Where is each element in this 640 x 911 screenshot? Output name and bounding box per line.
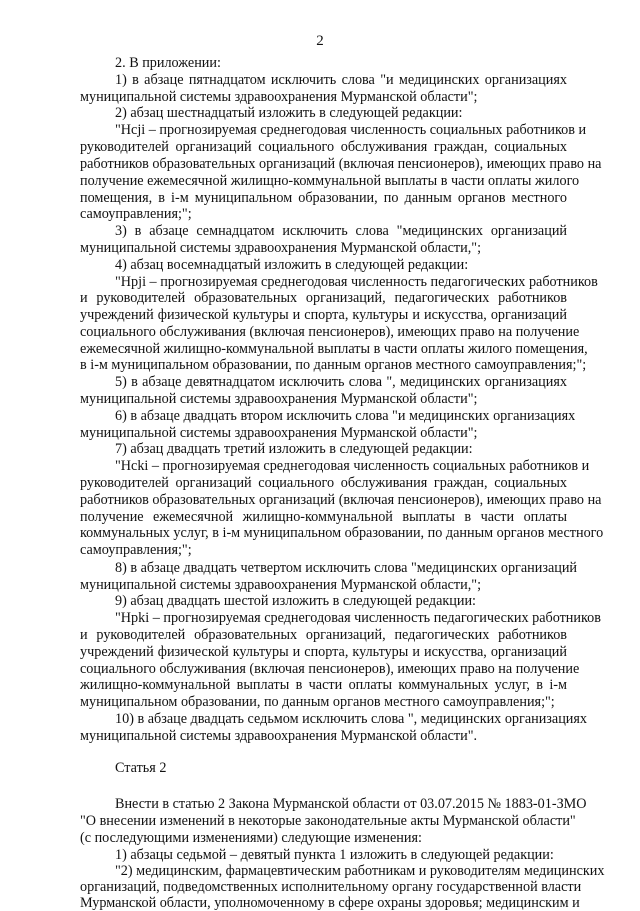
text-line: самоуправления;";: [80, 206, 192, 222]
text-line: Внести в статью 2 Закона Мурманской области от 03.07.2015 № 1883-01-ЗМО: [115, 796, 587, 812]
text-line: "Нcki – прогнозируемая среднегодовая численность социальных работников и: [115, 458, 590, 474]
text-line: (с последующими изменениями) следующие изменения:: [80, 830, 422, 846]
page-number: 2: [316, 33, 324, 49]
text-line: учреждений физической культуры и спорта, культуры и искусства, организаций: [80, 644, 567, 660]
text-line: руководителей организаций социального обслуживания граждан, социальных: [80, 139, 567, 155]
text-line: 5) в абзаце девятнадцатом исключить слова ", медицинских организациях: [115, 374, 567, 390]
text-line: самоуправления;";: [80, 542, 192, 558]
text-line: "Нсji – прогнозируемая среднегодовая численность социальных работников и: [115, 122, 587, 138]
text-line: Мурманской области, уполномоченному в сфере охраны здоровья; медицинским и: [80, 895, 580, 911]
text-line: 2) абзац шестнадцатый изложить в следующей редакции:: [115, 105, 463, 121]
text-line: 4) абзац восемнадцатый изложить в следующей редакции:: [115, 257, 469, 273]
text-line: руководителей организаций социального обслуживания граждан, социальных: [80, 475, 567, 491]
text-line: получение ежемесячной жилищно-коммунальной выплаты в части оплаты жилого: [80, 173, 580, 189]
text-line: коммунальных услуг, в i-м муниципальном образовании, по данным органов местного: [80, 525, 604, 541]
article-heading: Статья 2: [115, 760, 167, 776]
text-line: работников образовательных организаций (включая пенсионеров), имеющих право на: [80, 156, 602, 172]
text-line: социального обслуживания (включая пенсионеров), имеющих право на получение: [80, 324, 580, 340]
text-line: 1) абзацы седьмой – девятый пункта 1 изложить в следующей редакции:: [115, 847, 554, 863]
text-line: муниципальной системы здравоохранения Мурманской области,";: [80, 240, 482, 256]
text-line: помещения, в i-м муниципальном образовании, по данным органов местного: [80, 190, 567, 206]
text-line: муниципальной системы здравоохранения Мурманской области,";: [80, 577, 482, 593]
text-line: 1) в абзаце пятнадцатом исключить слова "и медицинских организациях: [115, 72, 567, 88]
text-line: работников образовательных организаций (включая пенсионеров), имеющих право на: [80, 492, 602, 508]
text-line: муниципальном образовании, по данным органов местного самоуправления;";: [80, 694, 555, 710]
text-line: муниципальной системы здравоохранения Мурманской области".: [80, 728, 478, 744]
text-line: 3) в абзаце семнадцатом исключить слова "медицинских организаций: [115, 223, 567, 239]
text-line: "Нрji – прогнозируемая среднегодовая численность педагогических работников: [115, 274, 598, 290]
text-line: жилищно-коммунальной выплаты в части оплаты коммунальных услуг, в i-м: [80, 677, 567, 693]
text-line: организаций, подведомственных исполнительному органу государственной власти: [80, 879, 582, 895]
text-line: 9) абзац двадцать шестой изложить в следующей редакции:: [115, 593, 476, 609]
text-line: в i-м муниципальном образовании, по данным органов местного самоуправления;";: [80, 357, 587, 373]
text-line: 6) в абзаце двадцать втором исключить слова "и медицинских организациях: [115, 408, 576, 424]
text-line: и руководителей образовательных организаций, педагогических работников: [80, 627, 567, 643]
text-line: "О внесении изменений в некоторые законодательные акты Мурманской области": [80, 813, 576, 829]
text-line: ежемесячной жилищно-коммунальной выплаты в части оплаты жилого помещения,: [80, 341, 588, 357]
text-line: "Нрki – прогнозируемая среднегодовая численность педагогических работников: [115, 610, 601, 626]
text-line: муниципальной системы здравоохранения Мурманской области";: [80, 89, 478, 105]
text-line: социального обслуживания (включая пенсионеров), имеющих право на получение: [80, 661, 580, 677]
text-line: 10) в абзаце двадцать седьмом исключить слова ", медицинских организациях: [115, 711, 588, 727]
text-line: 8) в абзаце двадцать четвертом исключить слова "медицинских организаций: [115, 560, 578, 576]
text-line: муниципальной системы здравоохранения Мурманской области";: [80, 425, 478, 441]
text-line: 2. В приложении:: [115, 55, 221, 71]
text-line: получение ежемесячной жилищно-коммунальной выплаты в части оплаты: [80, 509, 567, 525]
text-line: 7) абзац двадцать третий изложить в следующей редакции:: [115, 441, 473, 457]
text-line: муниципальной системы здравоохранения Мурманской области";: [80, 391, 478, 407]
text-line: "2) медицинским, фармацевтическим работникам и руководителям медицинских: [115, 863, 605, 879]
text-line: и руководителей образовательных организаций, педагогических работников: [80, 290, 567, 306]
text-line: учреждений физической культуры и спорта, культуры и искусства, организаций: [80, 307, 567, 323]
